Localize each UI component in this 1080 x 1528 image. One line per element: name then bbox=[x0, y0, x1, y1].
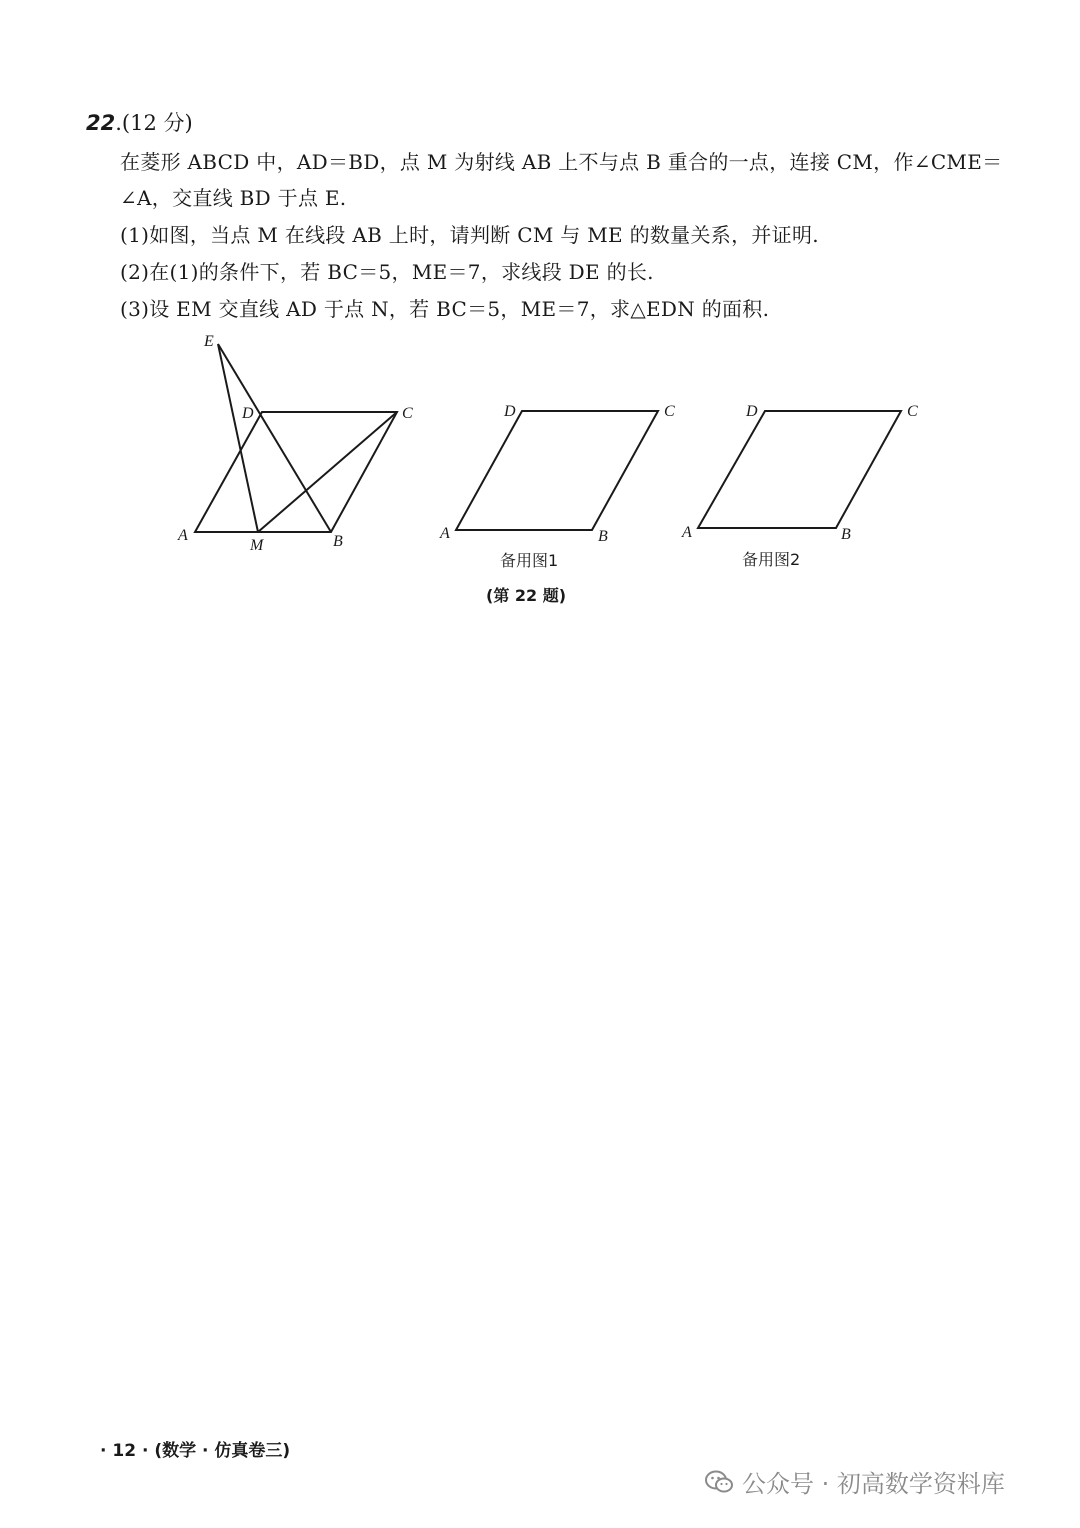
watermark bbox=[704, 1464, 1005, 1499]
spare2-label-a: A bbox=[682, 524, 692, 541]
spare2-rhombus bbox=[698, 411, 901, 528]
segment-mc bbox=[258, 412, 397, 532]
question-line-1: 在菱形 ABCD 中，AD＝BD，点 M 为射线 AB 上不与点 B 重合的一点，连接 CM，作∠CME＝ bbox=[120, 150, 1003, 174]
label-m: M bbox=[250, 537, 264, 554]
page-footer: · 12 · (数学 · 仿真卷三) bbox=[100, 1441, 291, 1461]
label-a: A bbox=[178, 527, 188, 544]
spare1-rhombus bbox=[456, 411, 658, 530]
main-figure bbox=[195, 344, 397, 532]
label-b: B bbox=[333, 533, 343, 550]
spare2-label-b: B bbox=[841, 526, 851, 543]
spare1-caption: 备用图1 bbox=[500, 551, 559, 570]
spare2-label-c: C bbox=[907, 403, 918, 420]
spare-figure-1 bbox=[456, 411, 658, 530]
question-line-2: ∠A，交直线 BD 于点 E. bbox=[120, 186, 347, 210]
segment-me bbox=[218, 344, 258, 532]
subquestion-1: (1)如图，当点 M 在线段 AB 上时，请判断 CM 与 ME 的数量关系，并证明. bbox=[120, 223, 819, 247]
question-points: .(12 分) bbox=[115, 111, 193, 135]
segment-bd bbox=[218, 344, 331, 532]
label-e: E bbox=[204, 333, 214, 350]
label-c: C bbox=[402, 405, 413, 422]
spare1-label-a: A bbox=[440, 525, 450, 542]
spare1-label-c: C bbox=[664, 403, 675, 420]
question-number: 22 bbox=[86, 111, 116, 135]
geometry-figures bbox=[0, 320, 1080, 580]
question-header bbox=[86, 107, 193, 137]
wechat-icon bbox=[704, 1469, 734, 1495]
subquestion-3: (3)设 EM 交直线 AD 于点 N，若 BC＝5，ME＝7，求△EDN 的面积. bbox=[120, 297, 770, 321]
spare2-caption: 备用图2 bbox=[742, 550, 801, 569]
subquestion-2: (2)在(1)的条件下，若 BC＝5，ME＝7，求线段 DE 的长. bbox=[120, 260, 654, 284]
spare1-label-d: D bbox=[504, 403, 516, 420]
watermark-text: 公众号 · 初高数学资料库 bbox=[742, 1470, 1005, 1498]
label-d: D bbox=[242, 405, 254, 422]
figure-caption: (第 22 题) bbox=[486, 586, 567, 605]
spare-figure-2 bbox=[698, 411, 901, 528]
spare1-label-b: B bbox=[598, 528, 608, 545]
spare2-label-d: D bbox=[746, 403, 758, 420]
